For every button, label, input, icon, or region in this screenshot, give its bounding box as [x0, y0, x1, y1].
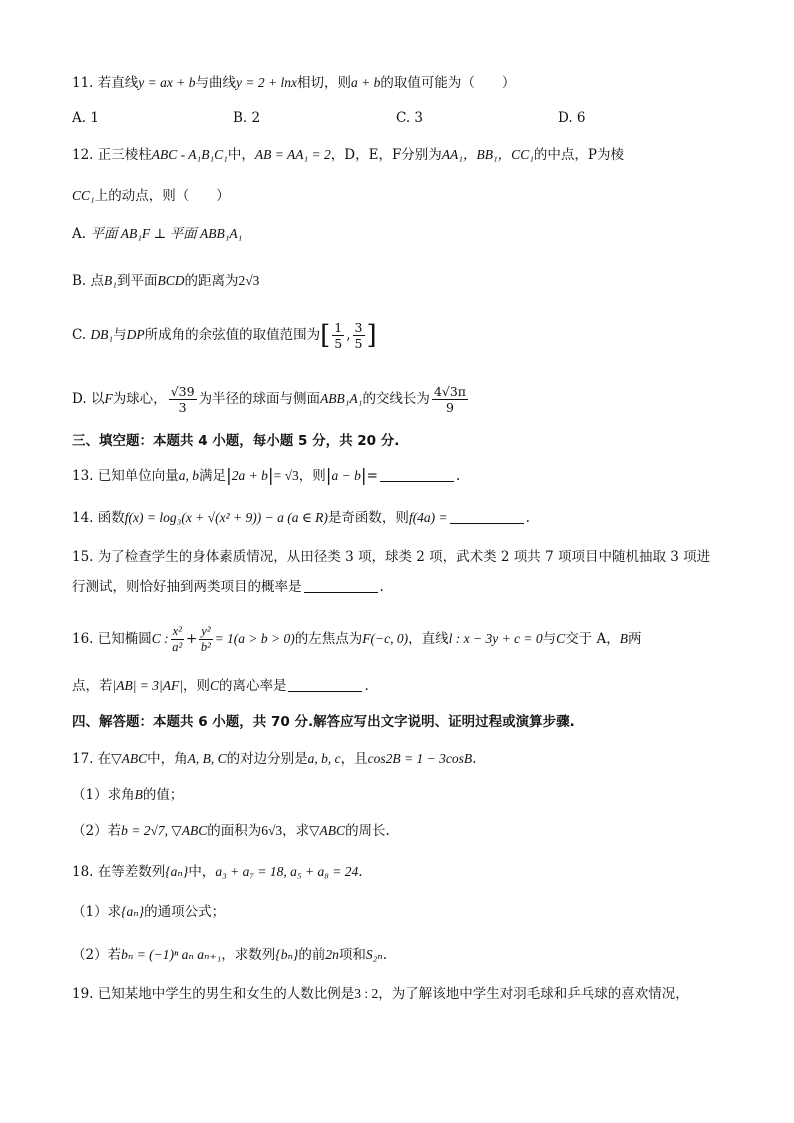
question-15-line2: 行测试，则恰好抽到两类项目的概率是 . [72, 579, 384, 595]
question-14: 14. 函数f(x) = log₃(x + √(x² + 9)) − a (a ∈ R)是奇函数，则f(4a) = . [72, 510, 530, 526]
question-15: 15. 为了检查学生的身体素质情况，从田径类 3 项，球类 2 项，武术类 2 项共 7 项项目中随机抽取 3 项进 [72, 549, 711, 565]
question-number: 17. [72, 751, 94, 767]
question-18-part1: （1）求{aₙ}的通项公式； [72, 904, 226, 920]
question-17: 17. 在▽ABC中，角A, B, C的对边分别是a, b, c，且cos2B = 1 − 3cosB. [72, 751, 477, 767]
math-expression: y = 2 + lnx [236, 75, 297, 90]
question-17-part1: （1）求角B的值； [72, 787, 184, 803]
question-number: 16. [72, 631, 94, 647]
option-d: D. 以F为球心， $\frac{√39}{3}$ 为半径的球面与侧面ABB₁A₁的交线长为 $\frac{4√3\pi}{9}$ [72, 384, 467, 415]
question-18: 18. 在等差数列{aₙ}中，a₃ + a₇ = 18, a₅ + a₈ = 24. [72, 864, 363, 880]
question-number: 18. [72, 864, 94, 880]
section-heading: 三、填空题：本题共 4 小题，每小题 5 分，共 20 分. [72, 433, 400, 449]
option-a: A. 1 [72, 110, 99, 126]
math-expression: a + b [350, 75, 381, 90]
question-16: 16. 已知椭圆C : $\frac{\text{x²}}{\text{a²}}$ + $\frac{\text{y²}}{\text{b²}}$ = 1(a > b > 0)的左焦点为F(−c, 0)，直线l : x − 3y + c = 0与C交于 A，B两 [72, 624, 642, 654]
question-19: 19. 已知某地中学生的男生和女生的人数比例是3 : 2，为了解该地中学生对羽毛球和乒乓球的喜欢情况， [72, 986, 689, 1002]
question-18-part2: （2）若bₙ = (−1)ⁿ aₙ aₙ₊₁，求数列{bₙ}的前2n项和S₂ₙ. [72, 947, 388, 963]
question-number: 15. [72, 549, 94, 565]
answer-blank[interactable] [288, 677, 362, 692]
answer-blank[interactable] [380, 467, 454, 482]
question-13: 13. 已知单位向量a, b满足|2a + b|= √3，则|a − b|= . [72, 466, 461, 486]
question-number: 12. [72, 147, 94, 163]
option-a: A. 平面 AB₁F ⊥ 平面 ABB₁A₁ [72, 226, 243, 242]
option-c: C. DB₁与DP所成角的余弦值的取值范围为[ $\frac{1}{5}$ , $\frac{3}{5}$ ] [72, 320, 377, 351]
question-16-line2: 点，若|AB| = 3|AF|，则C的离心率是 . [72, 678, 369, 694]
option-c: C. 3 [396, 110, 424, 126]
option-b: B. 点B₁到平面BCD的距离为2√3 [72, 273, 260, 289]
answer-blank[interactable] [304, 578, 378, 593]
option-d: D. 6 [558, 110, 586, 126]
section-heading: 四、解答题：本题共 6 小题，共 70 分.解答应写出文字说明、证明过程或演算步骤. [72, 714, 575, 730]
question-number: 11. [72, 75, 94, 91]
option-b: B. 2 [233, 110, 261, 126]
question-number: 19. [72, 986, 94, 1002]
question-12-line2: CC₁上的动点，则（ ） [72, 188, 230, 204]
answer-blank[interactable] [450, 509, 524, 524]
question-11: 11. 若直线y = ax + b与曲线y = 2 + lnx相切，则a + b的取值可能为（ ） [72, 75, 516, 91]
question-number: 14. [72, 510, 94, 526]
math-expression: y = ax + b [138, 75, 196, 90]
question-12: 12. 正三棱柱ABC - A₁B₁C₁中，AB = AA₁ = 2，D，E，F分别为AA₁，BB₁，CC₁的中点，P为棱 [72, 147, 624, 163]
question-number: 13. [72, 468, 94, 484]
question-17-part2: （2）若b = 2√7, ▽ABC的面积为6√3，求▽ABC的周长. [72, 823, 390, 839]
